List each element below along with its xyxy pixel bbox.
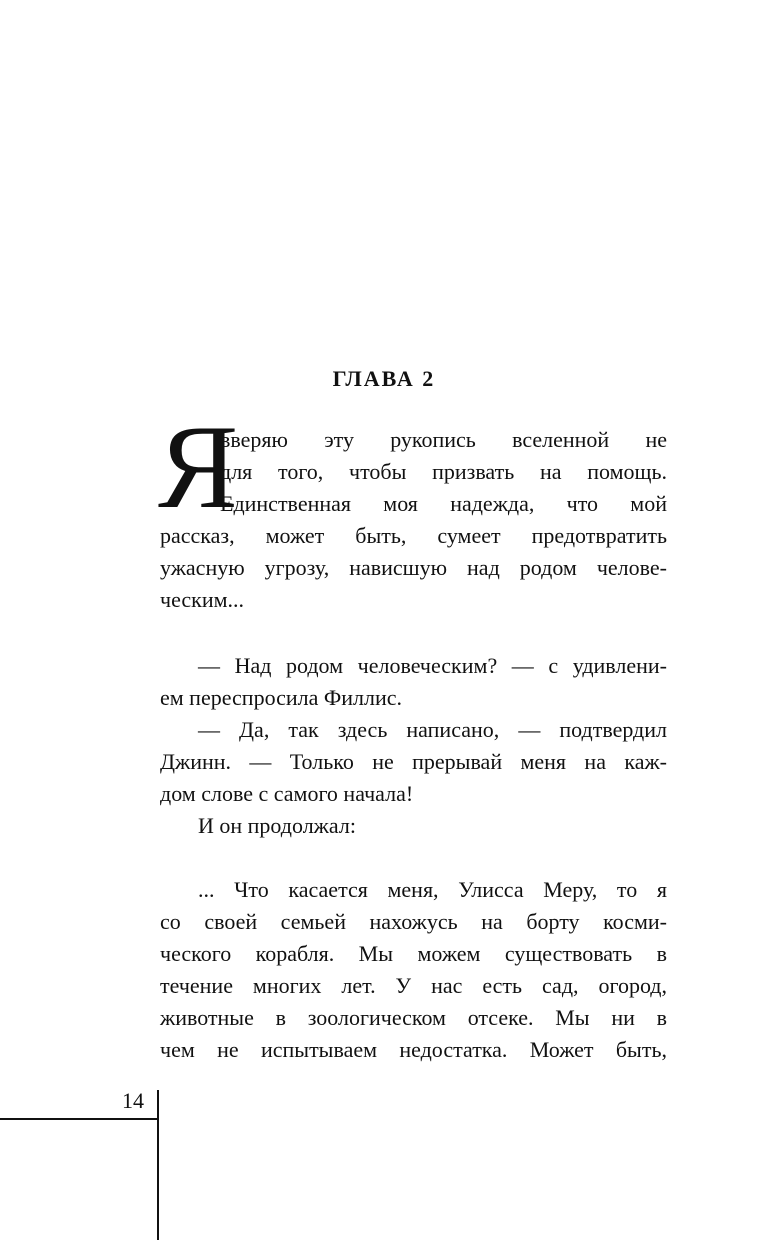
text-line: животные в зоологическом отсеке. Мы ни в bbox=[160, 1005, 667, 1030]
text-line: — Над родом человеческим? — с удивлени- bbox=[198, 653, 667, 678]
text-line: И он продолжал: bbox=[198, 813, 356, 838]
opening-paragraph bbox=[158, 400, 667, 616]
manuscript-paragraph bbox=[160, 874, 667, 1066]
text-line: со своей семьей нахожусь на борту косми- bbox=[160, 909, 667, 934]
text-line: ем переспросила Филлис. bbox=[160, 685, 403, 710]
text-line: Джинн. — Только не прерывай меня на каж- bbox=[160, 749, 667, 774]
drop-cap-letter: Я bbox=[158, 400, 239, 533]
text-line: — Да, так здесь написано, — подтвердил bbox=[198, 717, 667, 742]
drop-cap-row bbox=[158, 400, 667, 533]
text-line: чем не испытываем недостатка. Может быть, bbox=[160, 1037, 667, 1062]
text-line: ужасную угрозу, нависшую над родом челове- bbox=[160, 555, 667, 580]
page-number: 14 bbox=[122, 1088, 144, 1113]
dialogue-paragraph-1 bbox=[160, 650, 667, 714]
text-line: рассказ, может быть, сумеет предотвратить bbox=[160, 523, 667, 548]
text-line: ческого корабля. Мы можем существовать в bbox=[160, 941, 667, 966]
text-line: ... Что касается меня, Улисса Меру, то я bbox=[198, 877, 667, 902]
text-line: дом слове с самого начала! bbox=[160, 781, 414, 806]
text-line: для того, чтобы призвать на помощь. bbox=[220, 459, 667, 484]
footer-rule-vertical bbox=[157, 1090, 159, 1240]
text-line: Единственная моя надежда, что мой bbox=[220, 491, 667, 516]
dialogue-paragraph-2 bbox=[160, 714, 667, 810]
chapter-title: ГЛАВА 2 bbox=[332, 366, 436, 391]
footer-rule-horizontal bbox=[0, 1118, 158, 1120]
narration-paragraph bbox=[160, 810, 667, 842]
text-line: ческим... bbox=[160, 587, 245, 612]
text-line: вверяю эту рукопись вселенной не bbox=[220, 427, 667, 452]
text-line: течение многих лет. У нас есть сад, огород, bbox=[160, 973, 667, 998]
